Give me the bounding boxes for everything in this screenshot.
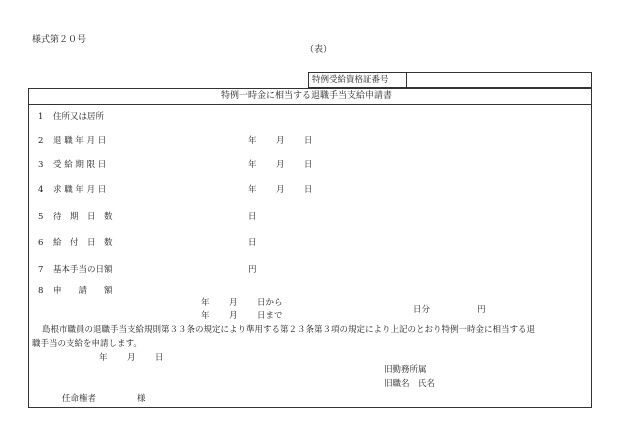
application-amount-field[interactable] [340, 303, 490, 317]
from-year-unit: 年 [201, 298, 210, 308]
to-month-unit: 月 [229, 311, 238, 321]
days-count-unit: 日分 [413, 305, 431, 315]
application-year-unit: 年 [99, 353, 108, 363]
item-3-month-unit: 月 [276, 160, 285, 170]
item-7-yen-unit: 円 [248, 265, 257, 275]
retirement-date-field[interactable] [160, 134, 310, 148]
benefit-deadline-field[interactable] [160, 158, 310, 172]
application-date-field[interactable] [60, 352, 160, 364]
item-4-day-unit: 日 [304, 185, 313, 195]
item-5-label: 待 期 日 数 [53, 212, 113, 222]
application-month-unit: 月 [127, 353, 136, 363]
former-office-field[interactable] [440, 364, 580, 376]
to-day-unit: 日まで [257, 311, 283, 321]
item-2-year-unit: 年 [248, 136, 257, 146]
side-label: （表） [305, 45, 333, 55]
item-8-number: 8 [38, 286, 44, 296]
item-5-day-unit: 日 [248, 212, 257, 222]
address-field[interactable] [160, 111, 580, 123]
item-6-day-unit: 日 [248, 238, 257, 248]
statement-line-1: 島根市職員の退職手当支給規則第３３条の規定により準用する第２３条第３項の規定により上記のとおり特例一時金に相当する退 [42, 325, 536, 335]
honorific-label: 様 [137, 394, 146, 404]
item-3-label: 受 給 期 限 日 [53, 160, 107, 170]
item-2-day-unit: 日 [304, 136, 313, 146]
item-4-number: 4 [38, 185, 44, 195]
from-day-unit: 日から [257, 298, 283, 308]
from-month-unit: 月 [229, 298, 238, 308]
appointer-name-field[interactable] [98, 393, 134, 405]
statement-line-2: 職手当の支給を申請します。 [32, 339, 142, 349]
former-title-name-field[interactable] [450, 378, 580, 390]
item-2-number: 2 [38, 136, 44, 146]
item-6-label: 給 付 日 数 [53, 238, 113, 248]
item-4-label: 求 職 年 月 日 [53, 185, 107, 195]
item-6-number: 6 [38, 238, 44, 248]
certificate-label: 特例受給資格証番号 [312, 75, 389, 85]
item-4-year-unit: 年 [248, 185, 257, 195]
daily-allowance-field[interactable] [160, 263, 245, 277]
certificate-divider [406, 72, 407, 88]
job-search-date-field[interactable] [160, 183, 310, 197]
application-day-unit: 日 [155, 353, 164, 363]
item-3-number: 3 [38, 160, 44, 170]
title-divider [28, 104, 592, 105]
waiting-days-field[interactable] [160, 210, 245, 224]
former-title-name-label: 旧職名 氏名 [384, 379, 436, 389]
application-period-field[interactable] [160, 297, 290, 323]
item-1-label: 住所又は居所 [53, 112, 105, 122]
item-5-number: 5 [38, 212, 44, 222]
to-year-unit: 年 [201, 311, 210, 321]
item-7-label: 基本手当の日額 [53, 265, 113, 275]
former-office-label: 旧勤務所属 [384, 365, 427, 375]
benefit-days-field[interactable] [160, 236, 245, 250]
item-1-number: 1 [38, 112, 44, 122]
item-4-month-unit: 月 [276, 185, 285, 195]
form-number: 様式第２０号 [32, 35, 87, 45]
item-8-label: 申 請 額 [53, 286, 113, 296]
item-3-year-unit: 年 [248, 160, 257, 170]
form-title: 特例一時金に相当する退職手当支給申請書 [221, 91, 393, 101]
amount-yen-unit: 円 [477, 305, 486, 315]
certificate-number-field[interactable] [412, 76, 587, 86]
appointer-label: 任命権者 [62, 394, 97, 404]
item-3-day-unit: 日 [304, 160, 313, 170]
item-7-number: 7 [38, 265, 44, 275]
item-2-month-unit: 月 [276, 136, 285, 146]
item-2-label: 退 職 年 月 日 [53, 136, 107, 146]
